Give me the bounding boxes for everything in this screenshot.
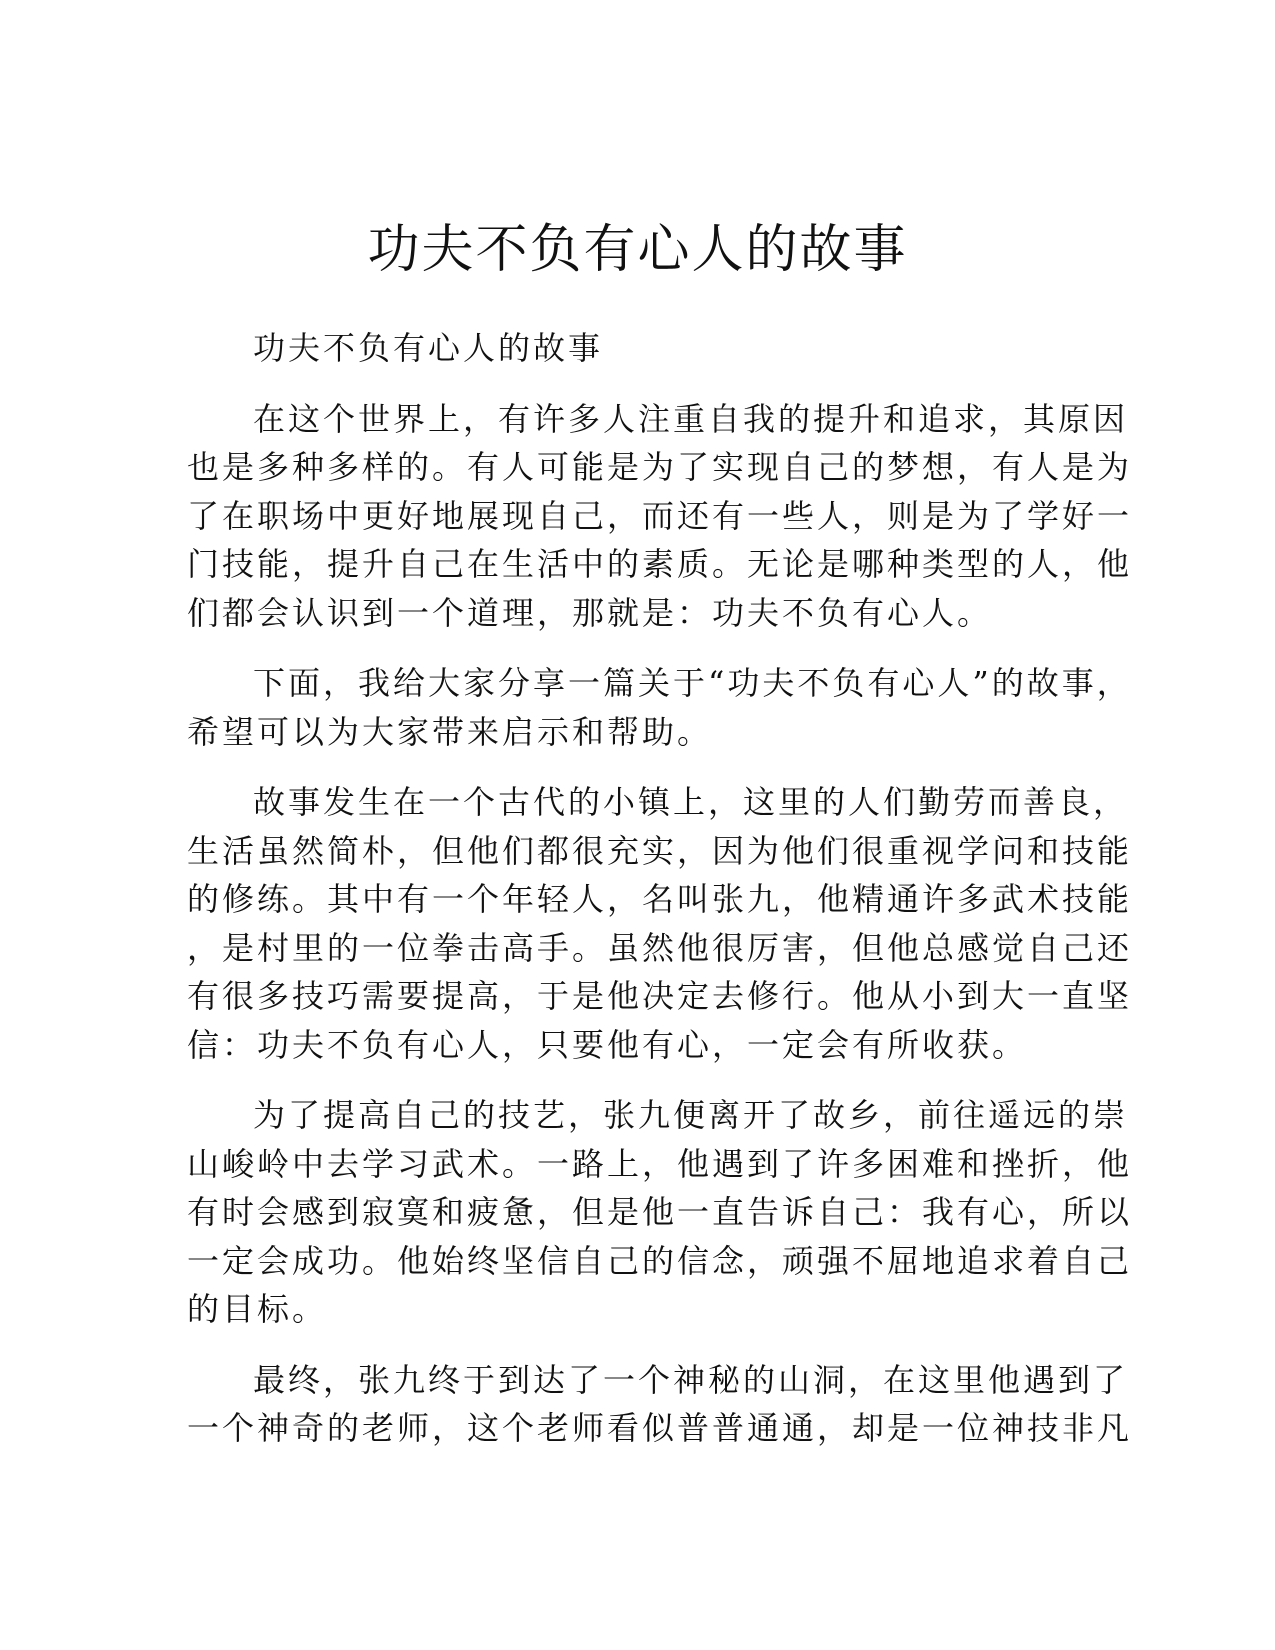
paragraph-1 [187, 395, 1133, 638]
paragraph-line: 故事发生在一个古代的小镇上，这里的人们勤劳而善良， [253, 783, 1129, 821]
paragraph-line: 信：功夫不负有心人，只要他有心，一定会有所收获。 [187, 1025, 1028, 1064]
paragraph-line: 在这个世界上，有许多人注重自我的提升和追求，其原因 [253, 399, 1129, 438]
document-subtitle: 功夫不负有心人的故事 [253, 329, 604, 367]
paragraph-3 [187, 778, 1133, 1069]
paragraph-line: 一定会成功。他始终坚信自己的信念，顽强不屈地追求着自己 [187, 1241, 1133, 1280]
paragraph-line: ，是村里的一位拳击高手。虽然他很厉害，但他总感觉自己还 [187, 928, 1133, 967]
paragraph-line: 下面，我给大家分享一篇关于“功夫不负有心人”的故事， [253, 664, 1132, 702]
document-body [187, 324, 1133, 1475]
paragraph-5 [187, 1356, 1133, 1453]
paragraph-line: 门技能，提升自己在生活中的素质。无论是哪种类型的人，他 [187, 545, 1133, 583]
paragraph-line: 生活虽然简朴，但他们都很充实，因为他们很重视学问和技能 [187, 831, 1133, 870]
paragraph-line: 山峻岭中去学习武术。一路上，他遇到了许多困难和挫折，他 [187, 1144, 1133, 1183]
paragraph-line: 最终，张九终于到达了一个神秘的山洞，在这里他遇到了 [253, 1360, 1129, 1399]
paragraph-line: 的目标。 [187, 1290, 328, 1328]
paragraph-4 [187, 1091, 1133, 1334]
document-title: 功夫不负有心人的故事 [367, 220, 908, 280]
paragraph-line: 也是多种多样的。有人可能是为了实现自己的梦想，有人是为 [187, 448, 1133, 486]
paragraph-line: 们都会认识到一个道理，那就是：功夫不负有心人。 [187, 593, 993, 632]
paragraph-2 [187, 659, 1132, 756]
paragraph-line: 的修练。其中有一个年轻人，名叫张九，他精通许多武术技能 [187, 880, 1133, 918]
paragraph-line: 一个神奇的老师，这个老师看似普普通通，却是一位神技非凡 [187, 1409, 1133, 1447]
paragraph-line: 了在职场中更好地展现自己，而还有一些人，则是为了学好一 [187, 496, 1133, 535]
paragraph-line: 为了提高自己的技艺，张九便离开了故乡，前往遥远的崇 [253, 1096, 1129, 1134]
paragraph-line: 有很多技巧需要提高，于是他决定去修行。他从小到大一直坚 [187, 977, 1133, 1015]
paragraph-line: 希望可以为大家带来启示和帮助。 [187, 712, 713, 751]
paragraph-line: 有时会感到寂寞和疲惫，但是他一直告诉自己：我有心，所以 [187, 1193, 1133, 1231]
